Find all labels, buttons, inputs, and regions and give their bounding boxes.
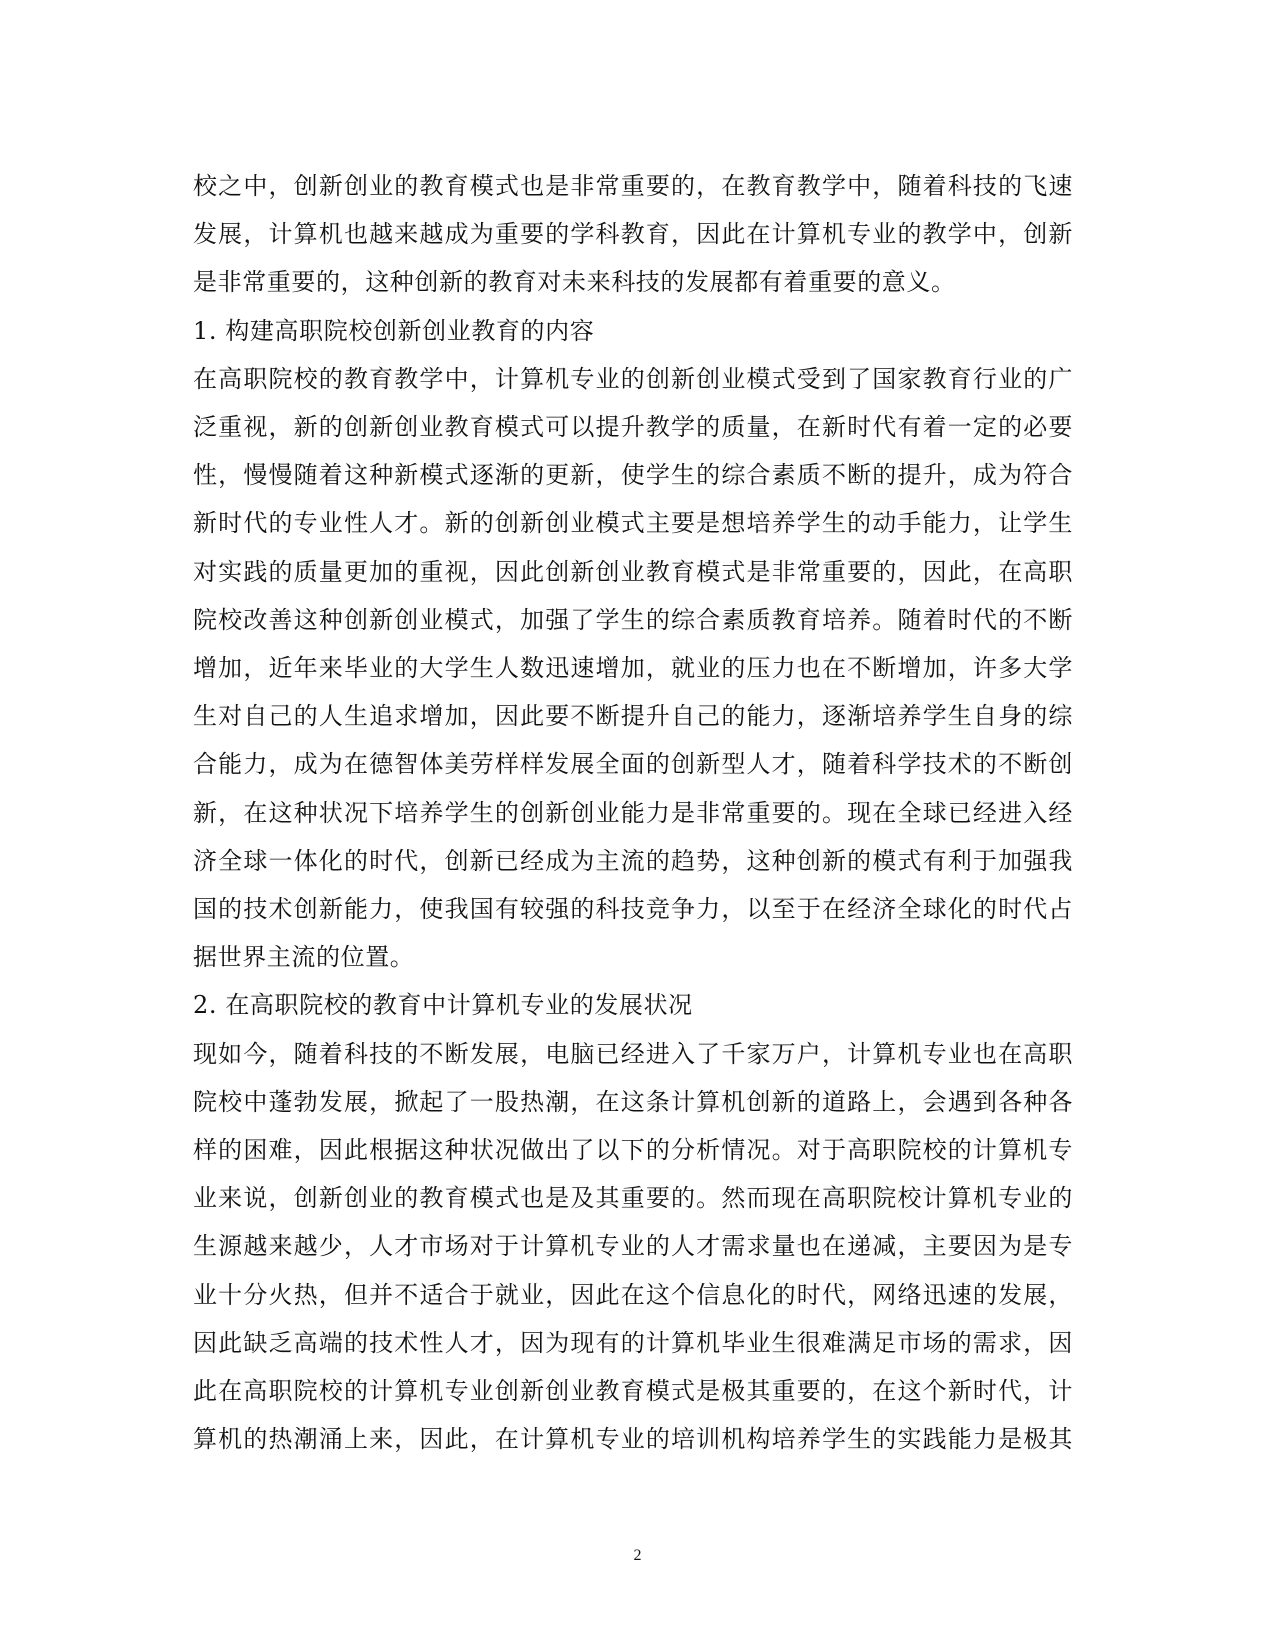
- body-text: [193, 162, 1073, 1463]
- text-line: 发展，计算机也越来越成为重要的学科教育，因此在计算机专业的教学中，创新: [193, 220, 1073, 249]
- text-line: 算机的热潮涌上来，因此，在计算机专业的培训机构培养学生的实践能力是极其: [193, 1425, 1073, 1454]
- text-line: 新时代的专业性人才。新的创新创业模式主要是想培养学生的动手能力，让学生: [193, 509, 1073, 538]
- text-line: 在高职院校的教育教学中，计算机专业的创新创业模式受到了国家教育行业的广: [193, 364, 1073, 393]
- text-line: 是非常重要的，这种创新的教育对未来科技的发展都有着重要的意义。: [193, 268, 956, 297]
- text-line: 现如今，随着科技的不断发展，电脑已经进入了千家万户，计算机专业也在高职: [193, 1039, 1073, 1068]
- text-line: 生源越来越少，人才市场对于计算机专业的人才需求量也在递减，主要因为是专: [193, 1232, 1073, 1261]
- page-number: 2: [633, 1547, 642, 1564]
- paragraph-section-2: [193, 1030, 1073, 1464]
- text-line: 合能力，成为在德智体美劳样样发展全面的创新型人才，随着科学技术的不断创: [193, 750, 1073, 779]
- text-line: 性，慢慢随着这种新模式逐渐的更新，使学生的综合素质不断的提升，成为符合: [193, 461, 1073, 490]
- text-line: 新，在这种状况下培养学生的创新创业能力是非常重要的。现在全球已经进入经: [193, 798, 1073, 827]
- text-line: 生对自己的人生追求增加，因此要不断提升自己的能力，逐渐培养学生自身的综: [193, 702, 1073, 731]
- text-line: 业十分火热，但并不适合于就业，因此在这个信息化的时代，网络迅速的发展，: [193, 1280, 1073, 1309]
- text-line: 据世界主流的位置。: [193, 943, 415, 972]
- text-line: 增加，近年来毕业的大学生人数迅速增加，就业的压力也在不断增加，许多大学: [193, 654, 1073, 683]
- text-line: 院校改善这种创新创业模式，加强了学生的综合素质教育培养。随着时代的不断: [193, 605, 1073, 634]
- section-heading-1: 1. 构建高职院校创新创业教育的内容: [193, 316, 595, 345]
- text-line: 校之中，创新创业的教育模式也是非常重要的，在教育教学中，随着科技的飞速: [193, 172, 1073, 200]
- text-line: 泛重视，新的创新创业教育模式可以提升教学的质量，在新时代有着一定的必要: [193, 413, 1073, 442]
- section-heading-2: 2. 在高职院校的教育中计算机专业的发展状况: [193, 991, 693, 1020]
- text-line: 样的困难，因此根据这种状况做出了以下的分析情况。对于高职院校的计算机专: [193, 1136, 1073, 1165]
- text-line: 此在高职院校的计算机专业创新创业教育模式是极其重要的，在这个新时代，计: [193, 1377, 1073, 1406]
- text-line: 国的技术创新能力，使我国有较强的科技竞争力，以至于在经济全球化的时代占: [193, 895, 1073, 924]
- text-line: 院校中蓬勃发展，掀起了一股热潮，在这条计算机创新的道路上，会遇到各种各: [193, 1087, 1073, 1116]
- text-line: 对实践的质量更加的重视，因此创新创业教育模式是非常重要的，因此，在高职: [193, 557, 1073, 586]
- text-line: 业来说，创新创业的教育模式也是及其重要的。然而现在高职院校计算机专业的: [193, 1184, 1073, 1213]
- paragraph-continuation: [193, 162, 1073, 307]
- text-line: 因此缺乏高端的技术性人才，因为现有的计算机毕业生很难满足市场的需求，因: [193, 1328, 1073, 1357]
- text-line: 济全球一体化的时代，创新已经成为主流的趋势，这种创新的模式有利于加强我: [193, 846, 1073, 875]
- paragraph-section-1: [193, 355, 1073, 982]
